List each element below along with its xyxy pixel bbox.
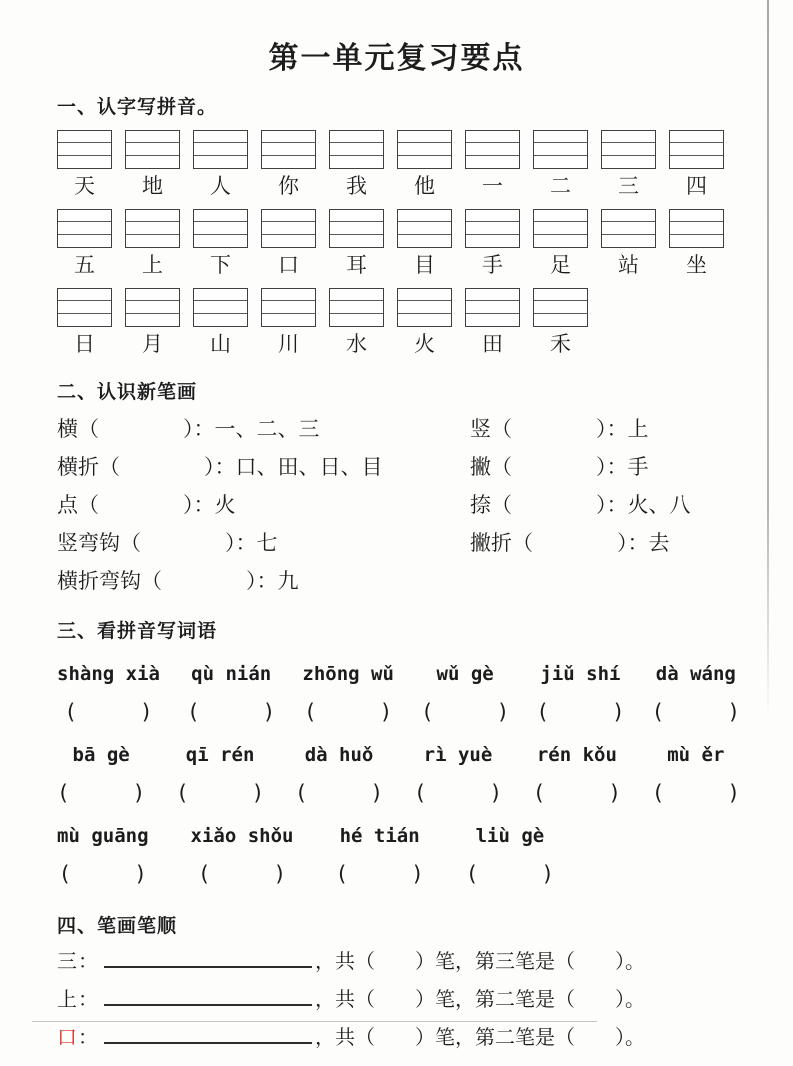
pinyin-box-band — [126, 210, 179, 222]
pinyin-word-group — [57, 824, 149, 886]
hanzi-label: 山 — [210, 333, 231, 356]
pinyin-grid-rows — [57, 130, 740, 356]
stroke-order-tail: ，共（ ）笔，第二笔是（ ）。 — [315, 1027, 645, 1049]
hanzi-label: 四 — [686, 175, 707, 198]
hanzi-label: 田 — [482, 333, 503, 356]
pinyin-box-band — [602, 131, 655, 143]
colon: ： — [78, 989, 98, 1011]
pinyin-box-band — [670, 235, 723, 247]
pinyin-box-band — [126, 301, 179, 313]
stroke-item-left: 点（ ）：火 — [57, 494, 236, 517]
stroke-item-right — [470, 569, 740, 594]
pinyin-cell — [465, 130, 520, 198]
pinyin-cell — [397, 209, 452, 277]
pinyin-cell — [601, 130, 656, 198]
pinyin-box-band — [194, 156, 247, 168]
stroke-order-blank — [104, 1030, 312, 1044]
pinyin-box-band — [126, 131, 179, 143]
hanzi-label: 我 — [346, 175, 367, 198]
pinyin-box-band — [58, 289, 111, 301]
answer-parens: ( ) — [335, 862, 424, 886]
pinyin-box-band — [670, 143, 723, 155]
stroke-item-right: 捺（ ）：火、八 — [470, 494, 691, 517]
stroke-order-blank — [104, 992, 312, 1006]
pinyin-grid-row — [57, 288, 740, 356]
pinyin-box-band — [194, 301, 247, 313]
pinyin-writing-box — [261, 288, 316, 327]
pinyin-writing-box — [193, 288, 248, 327]
answer-parens: ( ) — [413, 781, 503, 805]
pinyin-box-band — [534, 131, 587, 143]
answer-parens: ( ) — [536, 700, 625, 724]
pinyin-box-band — [330, 143, 383, 155]
pinyin-writing-box — [193, 130, 248, 169]
stroke-row — [57, 569, 740, 594]
stroke-item-right: 撇（ ）：手 — [470, 456, 649, 479]
pinyin-word-group — [302, 662, 394, 724]
pinyin-box-band — [602, 210, 655, 222]
pinyin-box-band — [58, 301, 111, 313]
answer-parens: ( ) — [64, 700, 153, 724]
section-new-strokes — [57, 377, 740, 594]
pinyin-box-band — [194, 222, 247, 234]
pinyin-text: shàng xià — [57, 663, 160, 685]
pinyin-box-band — [398, 143, 451, 155]
hanzi-label: 一 — [482, 175, 503, 198]
pinyin-text: bā gè — [72, 744, 130, 766]
pinyin-box-band — [194, 314, 247, 326]
pinyin-cell — [125, 209, 180, 277]
stroke-order-line — [57, 987, 740, 1014]
pinyin-grid-row — [57, 209, 740, 277]
pinyin-box-band — [330, 222, 383, 234]
section2-heading: 二、认识新笔画 — [57, 382, 198, 403]
pinyin-text: qù nián — [191, 663, 272, 685]
pinyin-box-band — [602, 222, 655, 234]
pinyin-word-rows — [57, 662, 740, 886]
pinyin-cell — [397, 288, 452, 356]
hanzi-label: 坐 — [686, 254, 707, 277]
pinyin-writing-box — [125, 209, 180, 248]
hanzi-label: 站 — [618, 254, 639, 277]
hanzi-label: 五 — [74, 254, 95, 277]
pinyin-writing-box — [57, 209, 112, 248]
pinyin-text: wǔ gè — [436, 663, 494, 685]
pinyin-writing-box — [533, 288, 588, 327]
pinyin-writing-box — [669, 209, 724, 248]
pinyin-box-band — [466, 222, 519, 234]
page-bottom-line — [32, 1021, 597, 1022]
answer-parens: ( ) — [187, 700, 276, 724]
pinyin-box-band — [534, 301, 587, 313]
pinyin-box-band — [58, 235, 111, 247]
pinyin-box-band — [194, 235, 247, 247]
pinyin-box-band — [534, 210, 587, 222]
pinyin-box-band — [534, 156, 587, 168]
stroke-order-lines — [57, 949, 740, 1052]
hanzi-label: 水 — [346, 333, 367, 356]
pinyin-writing-box — [601, 130, 656, 169]
pinyin-box-band — [398, 210, 451, 222]
stroke-row — [57, 531, 740, 556]
pinyin-box-band — [670, 131, 723, 143]
stroke-item-left: 横折（ ）：口、田、日、目 — [57, 456, 383, 479]
hanzi-label: 足 — [550, 254, 571, 277]
stroke-row — [57, 455, 740, 480]
pinyin-box-band — [670, 210, 723, 222]
pinyin-writing-box — [601, 209, 656, 248]
pinyin-text: mù guāng — [57, 825, 149, 847]
pinyin-box-band — [534, 143, 587, 155]
pinyin-writing-box — [465, 288, 520, 327]
hanzi-prompt: 口 — [57, 1027, 78, 1049]
pinyin-writing-box — [329, 130, 384, 169]
pinyin-writing-box — [397, 130, 452, 169]
pinyin-box-band — [398, 131, 451, 143]
pinyin-cell — [193, 288, 248, 356]
pinyin-cell — [465, 209, 520, 277]
pinyin-cell — [261, 288, 316, 356]
hanzi-label: 火 — [414, 333, 435, 356]
pinyin-box-band — [262, 289, 315, 301]
pinyin-cell — [329, 130, 384, 198]
pinyin-text: rì yuè — [423, 744, 493, 766]
pinyin-box-band — [126, 222, 179, 234]
section3-heading: 三、看拼音写词语 — [57, 621, 218, 642]
pinyin-text: rén kǒu — [536, 744, 617, 766]
answer-parens: ( ) — [532, 781, 622, 805]
pinyin-word-group — [414, 743, 502, 805]
pinyin-box-band — [126, 235, 179, 247]
pinyin-writing-box — [533, 130, 588, 169]
pinyin-word-group — [421, 662, 509, 724]
pinyin-box-band — [602, 156, 655, 168]
pinyin-cell — [193, 130, 248, 198]
pinyin-box-band — [398, 289, 451, 301]
stroke-order-tail: ，共（ ）笔，第二笔是（ ）。 — [315, 989, 645, 1011]
pinyin-box-band — [398, 156, 451, 168]
answer-parens: ( ) — [58, 862, 147, 886]
pinyin-text: qī rén — [185, 744, 255, 766]
stroke-item-left: 横（ ）：一、二、三 — [57, 418, 320, 441]
colon: ： — [78, 1027, 98, 1049]
pinyin-box-band — [398, 314, 451, 326]
answer-parens: ( ) — [420, 700, 510, 724]
pinyin-writing-box — [397, 288, 452, 327]
pinyin-cell — [261, 209, 316, 277]
section4-heading: 四、笔画笔顺 — [57, 916, 178, 937]
pinyin-cell — [465, 288, 520, 356]
pinyin-box-band — [466, 143, 519, 155]
pinyin-cell — [533, 130, 588, 198]
pinyin-box-band — [466, 235, 519, 247]
pinyin-box-band — [398, 222, 451, 234]
hanzi-label: 禾 — [550, 333, 571, 356]
worksheet-content — [0, 92, 793, 1052]
hanzi-label: 耳 — [346, 254, 367, 277]
hanzi-label: 川 — [278, 333, 299, 356]
colon: ： — [78, 951, 98, 973]
pinyin-text: hé tián — [339, 825, 420, 847]
pinyin-writing-box — [125, 288, 180, 327]
pinyin-box-band — [262, 210, 315, 222]
answer-parens: ( ) — [175, 781, 265, 805]
pinyin-box-band — [398, 235, 451, 247]
stroke-order-tail: ，共（ ）笔，第三笔是（ ）。 — [315, 951, 645, 973]
stroke-rows — [57, 417, 740, 594]
pinyin-box-band — [534, 289, 587, 301]
pinyin-box-band — [330, 289, 383, 301]
pinyin-box-band — [330, 131, 383, 143]
stroke-row — [57, 417, 740, 442]
answer-parens: ( ) — [57, 781, 146, 805]
pinyin-box-band — [58, 156, 111, 168]
hanzi-prompt: 上 — [57, 989, 78, 1011]
pinyin-grid-row — [57, 130, 740, 198]
pinyin-box-band — [534, 235, 587, 247]
pinyin-cell — [397, 130, 452, 198]
pinyin-box-band — [58, 222, 111, 234]
stroke-order-blank — [104, 954, 312, 968]
pinyin-writing-box — [57, 130, 112, 169]
stroke-item-left: 竖弯钩（ ）：七 — [57, 532, 278, 555]
pinyin-box-band — [126, 143, 179, 155]
pinyin-box-band — [262, 235, 315, 247]
pinyin-box-band — [262, 131, 315, 143]
pinyin-word-row — [57, 743, 740, 805]
hanzi-label: 日 — [74, 333, 95, 356]
hanzi-label: 他 — [414, 175, 435, 198]
pinyin-box-band — [58, 131, 111, 143]
stroke-order-line — [57, 1025, 740, 1052]
hanzi-label: 上 — [142, 254, 163, 277]
pinyin-cell — [125, 130, 180, 198]
pinyin-text: zhōng wǔ — [302, 663, 394, 685]
pinyin-word-group — [536, 662, 624, 724]
stroke-item-right: 撇折（ ）：去 — [470, 532, 670, 555]
pinyin-box-band — [58, 314, 111, 326]
pinyin-box-band — [330, 314, 383, 326]
pinyin-box-band — [194, 210, 247, 222]
hanzi-label: 你 — [278, 175, 299, 198]
hanzi-label: 下 — [210, 254, 231, 277]
hanzi-prompt: 三 — [57, 951, 78, 973]
pinyin-box-band — [262, 143, 315, 155]
pinyin-box-band — [670, 156, 723, 168]
pinyin-cell — [329, 288, 384, 356]
pinyin-word-group — [57, 662, 160, 724]
pinyin-word-group — [57, 743, 145, 805]
pinyin-box-band — [126, 289, 179, 301]
pinyin-cell — [261, 130, 316, 198]
pinyin-box-band — [262, 156, 315, 168]
pinyin-writing-box — [57, 288, 112, 327]
pinyin-writing-box — [397, 209, 452, 248]
pinyin-box-band — [466, 210, 519, 222]
pinyin-cell — [125, 288, 180, 356]
pinyin-box-band — [330, 301, 383, 313]
pinyin-box-band — [466, 289, 519, 301]
pinyin-box-band — [262, 222, 315, 234]
pinyin-cell — [601, 209, 656, 277]
pinyin-writing-box — [261, 130, 316, 169]
pinyin-text: jiǔ shí — [540, 663, 621, 685]
section-recognize-chars — [57, 92, 740, 356]
pinyin-text: liù gè — [475, 825, 545, 847]
pinyin-word-group — [191, 824, 294, 886]
hanzi-label: 口 — [278, 254, 299, 277]
stroke-item-left: 横折弯钩（ ）：九 — [57, 570, 299, 593]
pinyin-box-band — [330, 210, 383, 222]
pinyin-cell — [329, 209, 384, 277]
pinyin-word-group — [466, 824, 554, 886]
answer-parens: ( ) — [651, 781, 740, 805]
hanzi-label: 手 — [482, 254, 503, 277]
pinyin-cell — [57, 209, 112, 277]
pinyin-cell — [57, 288, 112, 356]
answer-parens: ( ) — [303, 700, 393, 724]
pinyin-writing-box — [533, 209, 588, 248]
pinyin-box-band — [58, 210, 111, 222]
answer-parens: ( ) — [651, 700, 740, 724]
page-edge-line — [767, 0, 769, 720]
pinyin-cell — [57, 130, 112, 198]
pinyin-cell — [533, 209, 588, 277]
pinyin-text: dà wáng — [655, 663, 736, 685]
hanzi-label: 月 — [142, 333, 163, 356]
pinyin-word-group — [176, 743, 264, 805]
stroke-item-right: 竖（ ）：上 — [470, 418, 649, 441]
pinyin-cell — [533, 288, 588, 356]
section1-heading: 一、认字写拼音。 — [57, 97, 218, 118]
hanzi-label: 三 — [618, 175, 639, 198]
pinyin-box-band — [262, 314, 315, 326]
pinyin-box-band — [670, 222, 723, 234]
pinyin-cell — [669, 209, 724, 277]
pinyin-word-group — [295, 743, 383, 805]
hanzi-label: 天 — [74, 175, 95, 198]
answer-parens: ( ) — [294, 781, 384, 805]
pinyin-cell — [193, 209, 248, 277]
pinyin-writing-box — [465, 209, 520, 248]
pinyin-writing-box — [669, 130, 724, 169]
pinyin-text: mù ěr — [667, 744, 725, 766]
pinyin-box-band — [126, 314, 179, 326]
pinyin-box-band — [194, 131, 247, 143]
pinyin-box-band — [466, 314, 519, 326]
pinyin-word-row — [57, 662, 740, 724]
pinyin-writing-box — [193, 209, 248, 248]
pinyin-word-group — [652, 662, 740, 724]
pinyin-box-band — [194, 289, 247, 301]
pinyin-box-band — [58, 143, 111, 155]
section-stroke-order — [57, 911, 740, 1052]
page-title: 第一单元复习要点 — [268, 42, 525, 75]
pinyin-box-band — [466, 131, 519, 143]
pinyin-word-group — [187, 662, 275, 724]
stroke-order-line — [57, 949, 740, 976]
pinyin-box-band — [330, 156, 383, 168]
pinyin-box-band — [466, 301, 519, 313]
hanzi-label: 人 — [210, 175, 231, 198]
pinyin-writing-box — [329, 288, 384, 327]
pinyin-box-band — [602, 235, 655, 247]
pinyin-word-group — [335, 824, 423, 886]
pinyin-box-band — [194, 143, 247, 155]
hanzi-label: 目 — [414, 254, 435, 277]
pinyin-box-band — [602, 143, 655, 155]
pinyin-writing-box — [125, 130, 180, 169]
hanzi-label: 地 — [142, 175, 163, 198]
pinyin-box-band — [534, 222, 587, 234]
pinyin-box-band — [398, 301, 451, 313]
pinyin-word-group — [533, 743, 621, 805]
pinyin-box-band — [534, 314, 587, 326]
pinyin-box-band — [330, 235, 383, 247]
pinyin-writing-box — [329, 209, 384, 248]
pinyin-box-band — [466, 156, 519, 168]
answer-parens: ( ) — [465, 862, 555, 886]
pinyin-text: xiǎo shǒu — [190, 825, 294, 847]
pinyin-box-band — [262, 301, 315, 313]
pinyin-cell — [669, 130, 724, 198]
pinyin-word-row — [57, 824, 740, 886]
hanzi-label: 二 — [550, 175, 571, 198]
answer-parens: ( ) — [197, 862, 287, 886]
pinyin-writing-box — [465, 130, 520, 169]
section-pinyin-words — [57, 616, 740, 886]
stroke-row — [57, 493, 740, 518]
pinyin-box-band — [126, 156, 179, 168]
pinyin-writing-box — [261, 209, 316, 248]
pinyin-word-group — [652, 743, 740, 805]
pinyin-text: dà huǒ — [304, 744, 374, 766]
